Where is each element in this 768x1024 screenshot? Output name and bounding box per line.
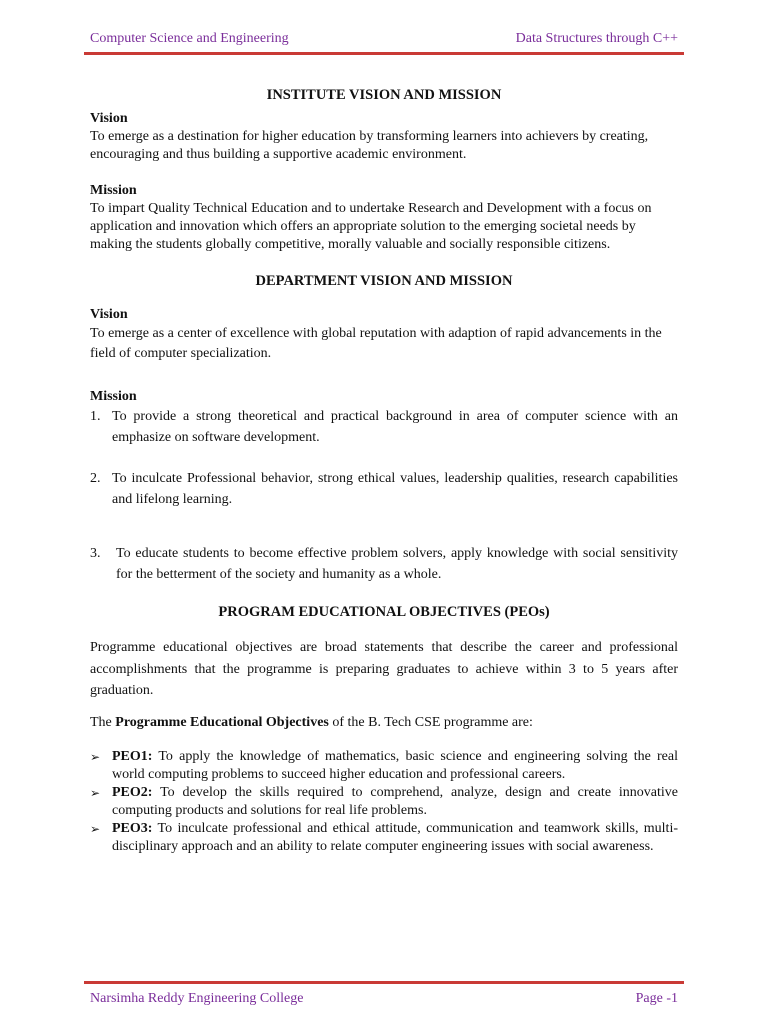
peo-intro: Programme educational objectives are broad statements that describe the career and professional accomplishments that the programme is preparing graduates to achieve within 3 to 5 years after graduation. <box>90 640 678 698</box>
institute-vision-heading: Vision <box>90 111 128 126</box>
peo-lead-suffix: of the B. Tech CSE programme are: <box>328 714 533 730</box>
department-title: DEPARTMENT VISION AND MISSION <box>255 273 513 289</box>
peo-text: To apply the knowledge of mathematics, basic science and engineering solving the real world computing problems to succeed higher education and professional careers. <box>112 748 678 782</box>
footer-rule <box>84 981 684 984</box>
department-mission-list <box>90 406 678 585</box>
mission-item <box>90 406 678 448</box>
arrow-bullet-icon: ➢ <box>90 821 101 836</box>
mission-item-text: To inculcate Professional behavior, strong ethical values, leadership qualities, research capabilities and lifelong learning. <box>112 471 678 507</box>
peo-title: PROGRAM EDUCATIONAL OBJECTIVES (PEOs) <box>218 604 550 620</box>
mission-item-number: 1. <box>90 409 101 424</box>
peo-item <box>90 820 678 856</box>
peo-label: PEO2: <box>112 784 153 800</box>
peo-list <box>90 748 678 856</box>
peo-text: To inculcate professional and ethical attitude, communication and teamwork skills, multi-disciplinary approach and an ability to relate computer engineering issues with social awareness. <box>112 820 678 854</box>
page-header <box>90 31 678 47</box>
arrow-bullet-icon: ➢ <box>90 785 101 800</box>
mission-item-number: 2. <box>90 471 101 486</box>
peo-lead-prefix: The <box>90 714 116 730</box>
header-right-text: Data Structures through C++ <box>515 31 678 46</box>
mission-item-number: 3. <box>90 546 101 561</box>
footer-left-text: Narsimha Reddy Engineering College <box>90 991 304 1006</box>
peo-lead-bold: Programme Educational Objectives <box>115 714 329 730</box>
mission-item-text: To provide a strong theoretical and practical background in area of computer science with an emphasize on software development. <box>112 409 678 445</box>
page-number: Page -1 <box>635 991 678 1006</box>
peo-label: PEO3: <box>112 820 153 836</box>
peo-item <box>90 748 678 784</box>
mission-item <box>90 543 678 585</box>
mission-item-text: To educate students to become effective problem solvers, apply knowledge with social sensitivity for the betterment of the society and humanity as a whole. <box>116 546 678 582</box>
institute-title: INSTITUTE VISION AND MISSION <box>266 87 502 103</box>
mission-item <box>90 468 678 510</box>
peo-lead <box>90 714 678 732</box>
department-mission-heading: Mission <box>90 389 137 404</box>
department-vision-text: To emerge as a center of excellence with global reputation with adaption of rapid advancements in the field of computer specialization. <box>90 326 662 361</box>
header-rule <box>84 52 684 55</box>
arrow-bullet-icon: ➢ <box>90 749 101 764</box>
peo-label: PEO1: <box>112 748 153 764</box>
peo-text: To develop the skills required to comprehend, analyze, design and create innovative computing products and solutions for real life problems. <box>112 784 678 818</box>
page-content <box>90 86 678 856</box>
institute-mission-text: To impart Quality Technical Education and to undertake Research and Development with a focus on application and innovation which offers an appropriate solution to the emerging societal needs by making the students globally competitive, morally valuable and socially responsible citizens. <box>90 201 652 252</box>
institute-vision-text: To emerge as a destination for higher education by transforming learners into achievers by creating, encouraging and thus building a supportive academic environment. <box>90 129 649 162</box>
department-vision-heading: Vision <box>90 307 128 322</box>
header-left-text: Computer Science and Engineering <box>90 31 289 46</box>
peo-item <box>90 784 678 820</box>
page-footer <box>90 991 678 1007</box>
institute-mission-heading: Mission <box>90 183 137 198</box>
